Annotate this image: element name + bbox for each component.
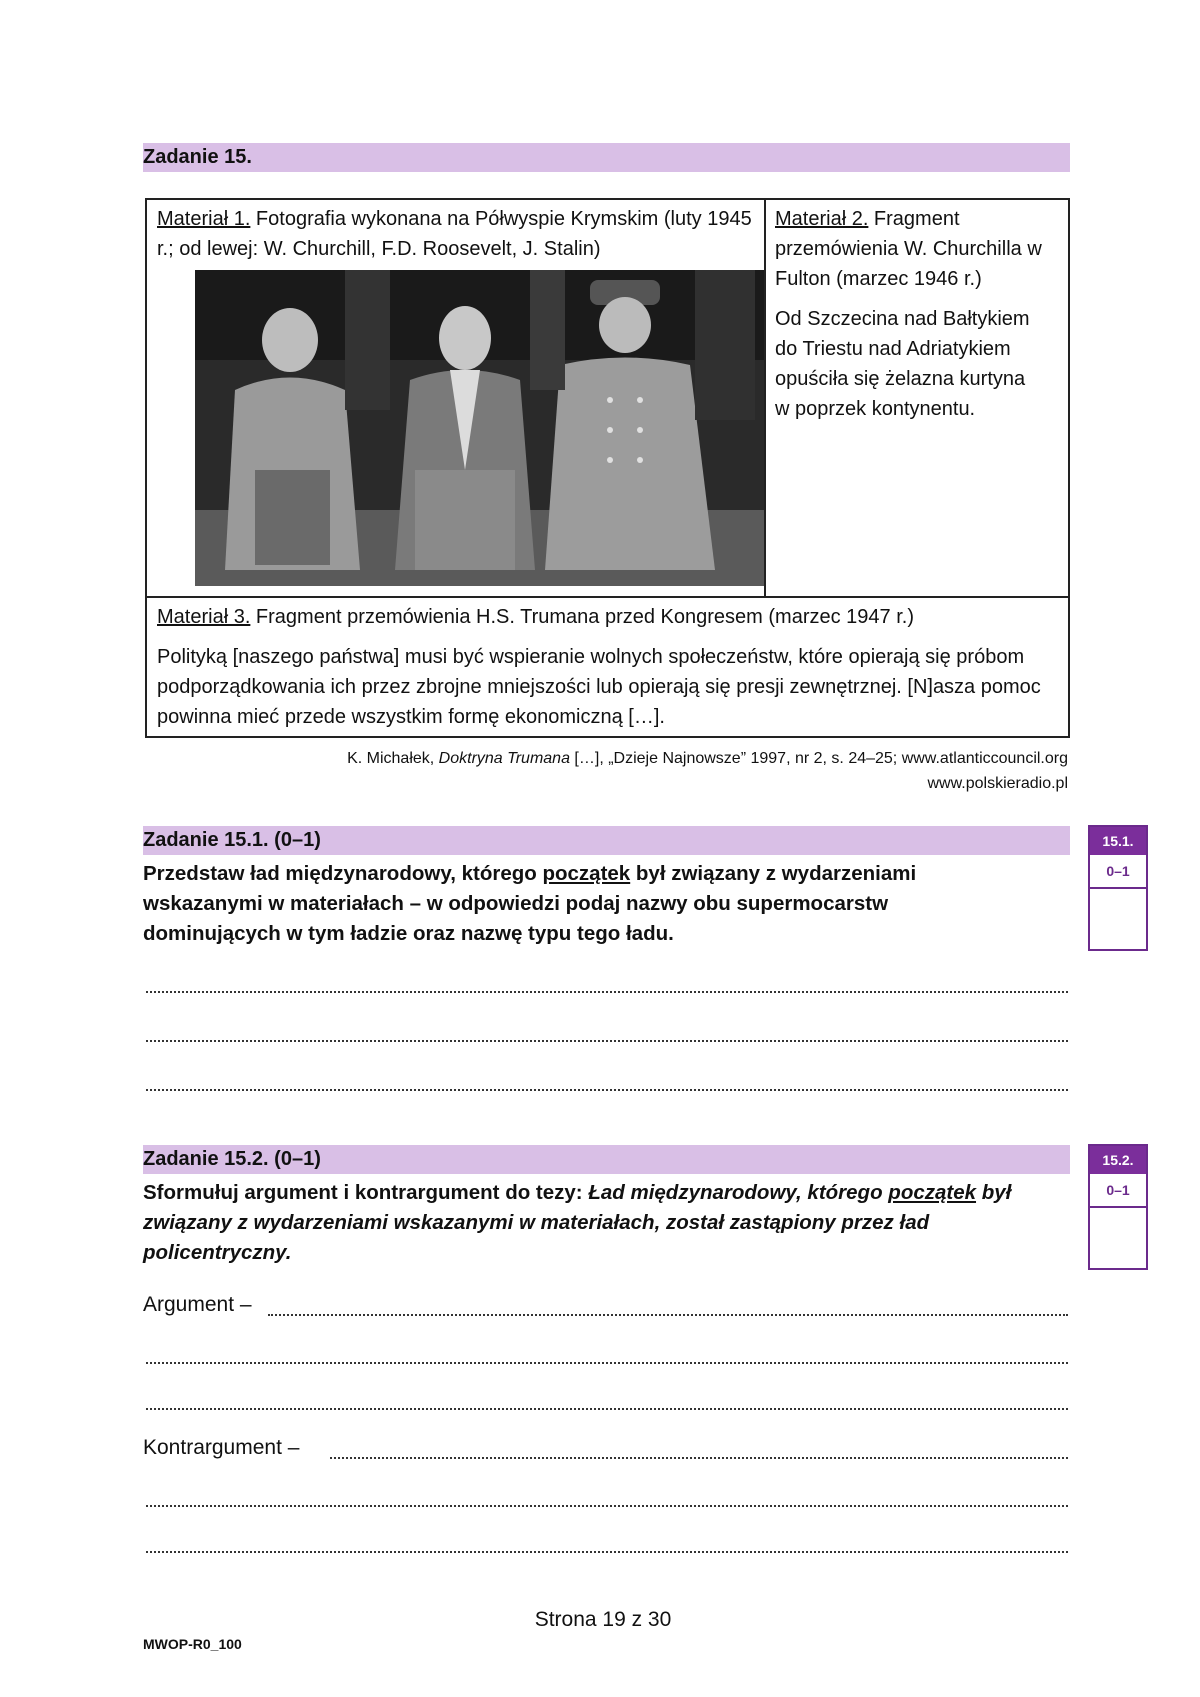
photo-illustration xyxy=(195,270,764,586)
answer-line[interactable] xyxy=(330,1457,1068,1459)
counterargument-label: Kontrargument – xyxy=(143,1436,300,1459)
answer-line[interactable] xyxy=(146,1505,1068,1507)
answer-line[interactable] xyxy=(146,1408,1068,1410)
answer-line[interactable] xyxy=(146,1040,1068,1042)
score-field[interactable] xyxy=(1090,1208,1146,1268)
question-15-2-text: Sformułuj argument i kontrargument do tezy: Ład międzynarodowy, którego początek był związany z wydarzeniami wskazanymi w materiałach, został zastąpiony przez ład policentryczny. xyxy=(143,1181,1012,1264)
material-2-text: Od Szczecina nad Bałtykiem do Triestu nad Adriatykiem opuściła się żelazna kurtyna w poprzek kontynentu. xyxy=(775,308,1030,420)
question-15-1-title: Zadanie 15.1. (0–1) xyxy=(143,826,1070,855)
answer-line[interactable] xyxy=(146,1089,1068,1091)
page-number: Strona 19 z 30 xyxy=(534,1608,672,1631)
score-box-15-2: 15.2. 0–1 xyxy=(1088,1144,1148,1270)
question-15-1-text: Przedstaw ład międzynarodowy, którego początek był związany z wydarzeniami wskazanymi w materiałach – w odpowiedzi podaj nazwy obu supermocarstw dominujących w tym ładzie oraz nazwę typu tego ładu. xyxy=(143,862,917,945)
answer-line[interactable] xyxy=(146,1362,1068,1364)
answer-line[interactable] xyxy=(146,991,1068,993)
material-1-caption: Materiał 1. Fotografia wykonana na Półwyspie Krymskim (luty 1945 r.; od lewej: W. Churchill, F.D. Roosevelt, J. Stalin) xyxy=(157,208,752,260)
material-3-text: Polityką [naszego państwa] musi być wspieranie wolnych społeczeństw, które opierają się próbom podporządkowania ich przez zbrojne mniejszości lub opierają się presji zewnętrznej. [N]asza pomoc powinna mieć przede wszystkim formę ekonomiczną […]. xyxy=(157,646,1041,728)
argument-label: Argument – xyxy=(143,1293,252,1316)
task-title: Zadanie 15. xyxy=(143,143,1070,172)
score-box-15-1: 15.1. 0–1 xyxy=(1088,825,1148,951)
answer-line[interactable] xyxy=(146,1551,1068,1553)
materials-table xyxy=(145,198,1070,738)
material-3-caption: Materiał 3. Fragment przemówienia H.S. Trumana przed Kongresem (marzec 1947 r.) xyxy=(157,606,914,628)
question-15-2-title: Zadanie 15.2. (0–1) xyxy=(143,1145,1070,1174)
score-field[interactable] xyxy=(1090,889,1146,949)
yalta-photo xyxy=(195,270,764,586)
material-2-caption: Materiał 2. Fragment przemówienia W. Churchilla w Fulton (marzec 1946 r.) xyxy=(775,208,1042,290)
exam-code: MWOP-R0_100 xyxy=(143,1636,242,1652)
answer-line[interactable] xyxy=(268,1314,1068,1316)
source-citation: K. Michałek, Doktryna Trumana […], „Dzieje Najnowsze” 1997, nr 2, s. 24–25; www.atlanticcouncil.org www.polskieradio.pl xyxy=(347,750,1068,792)
